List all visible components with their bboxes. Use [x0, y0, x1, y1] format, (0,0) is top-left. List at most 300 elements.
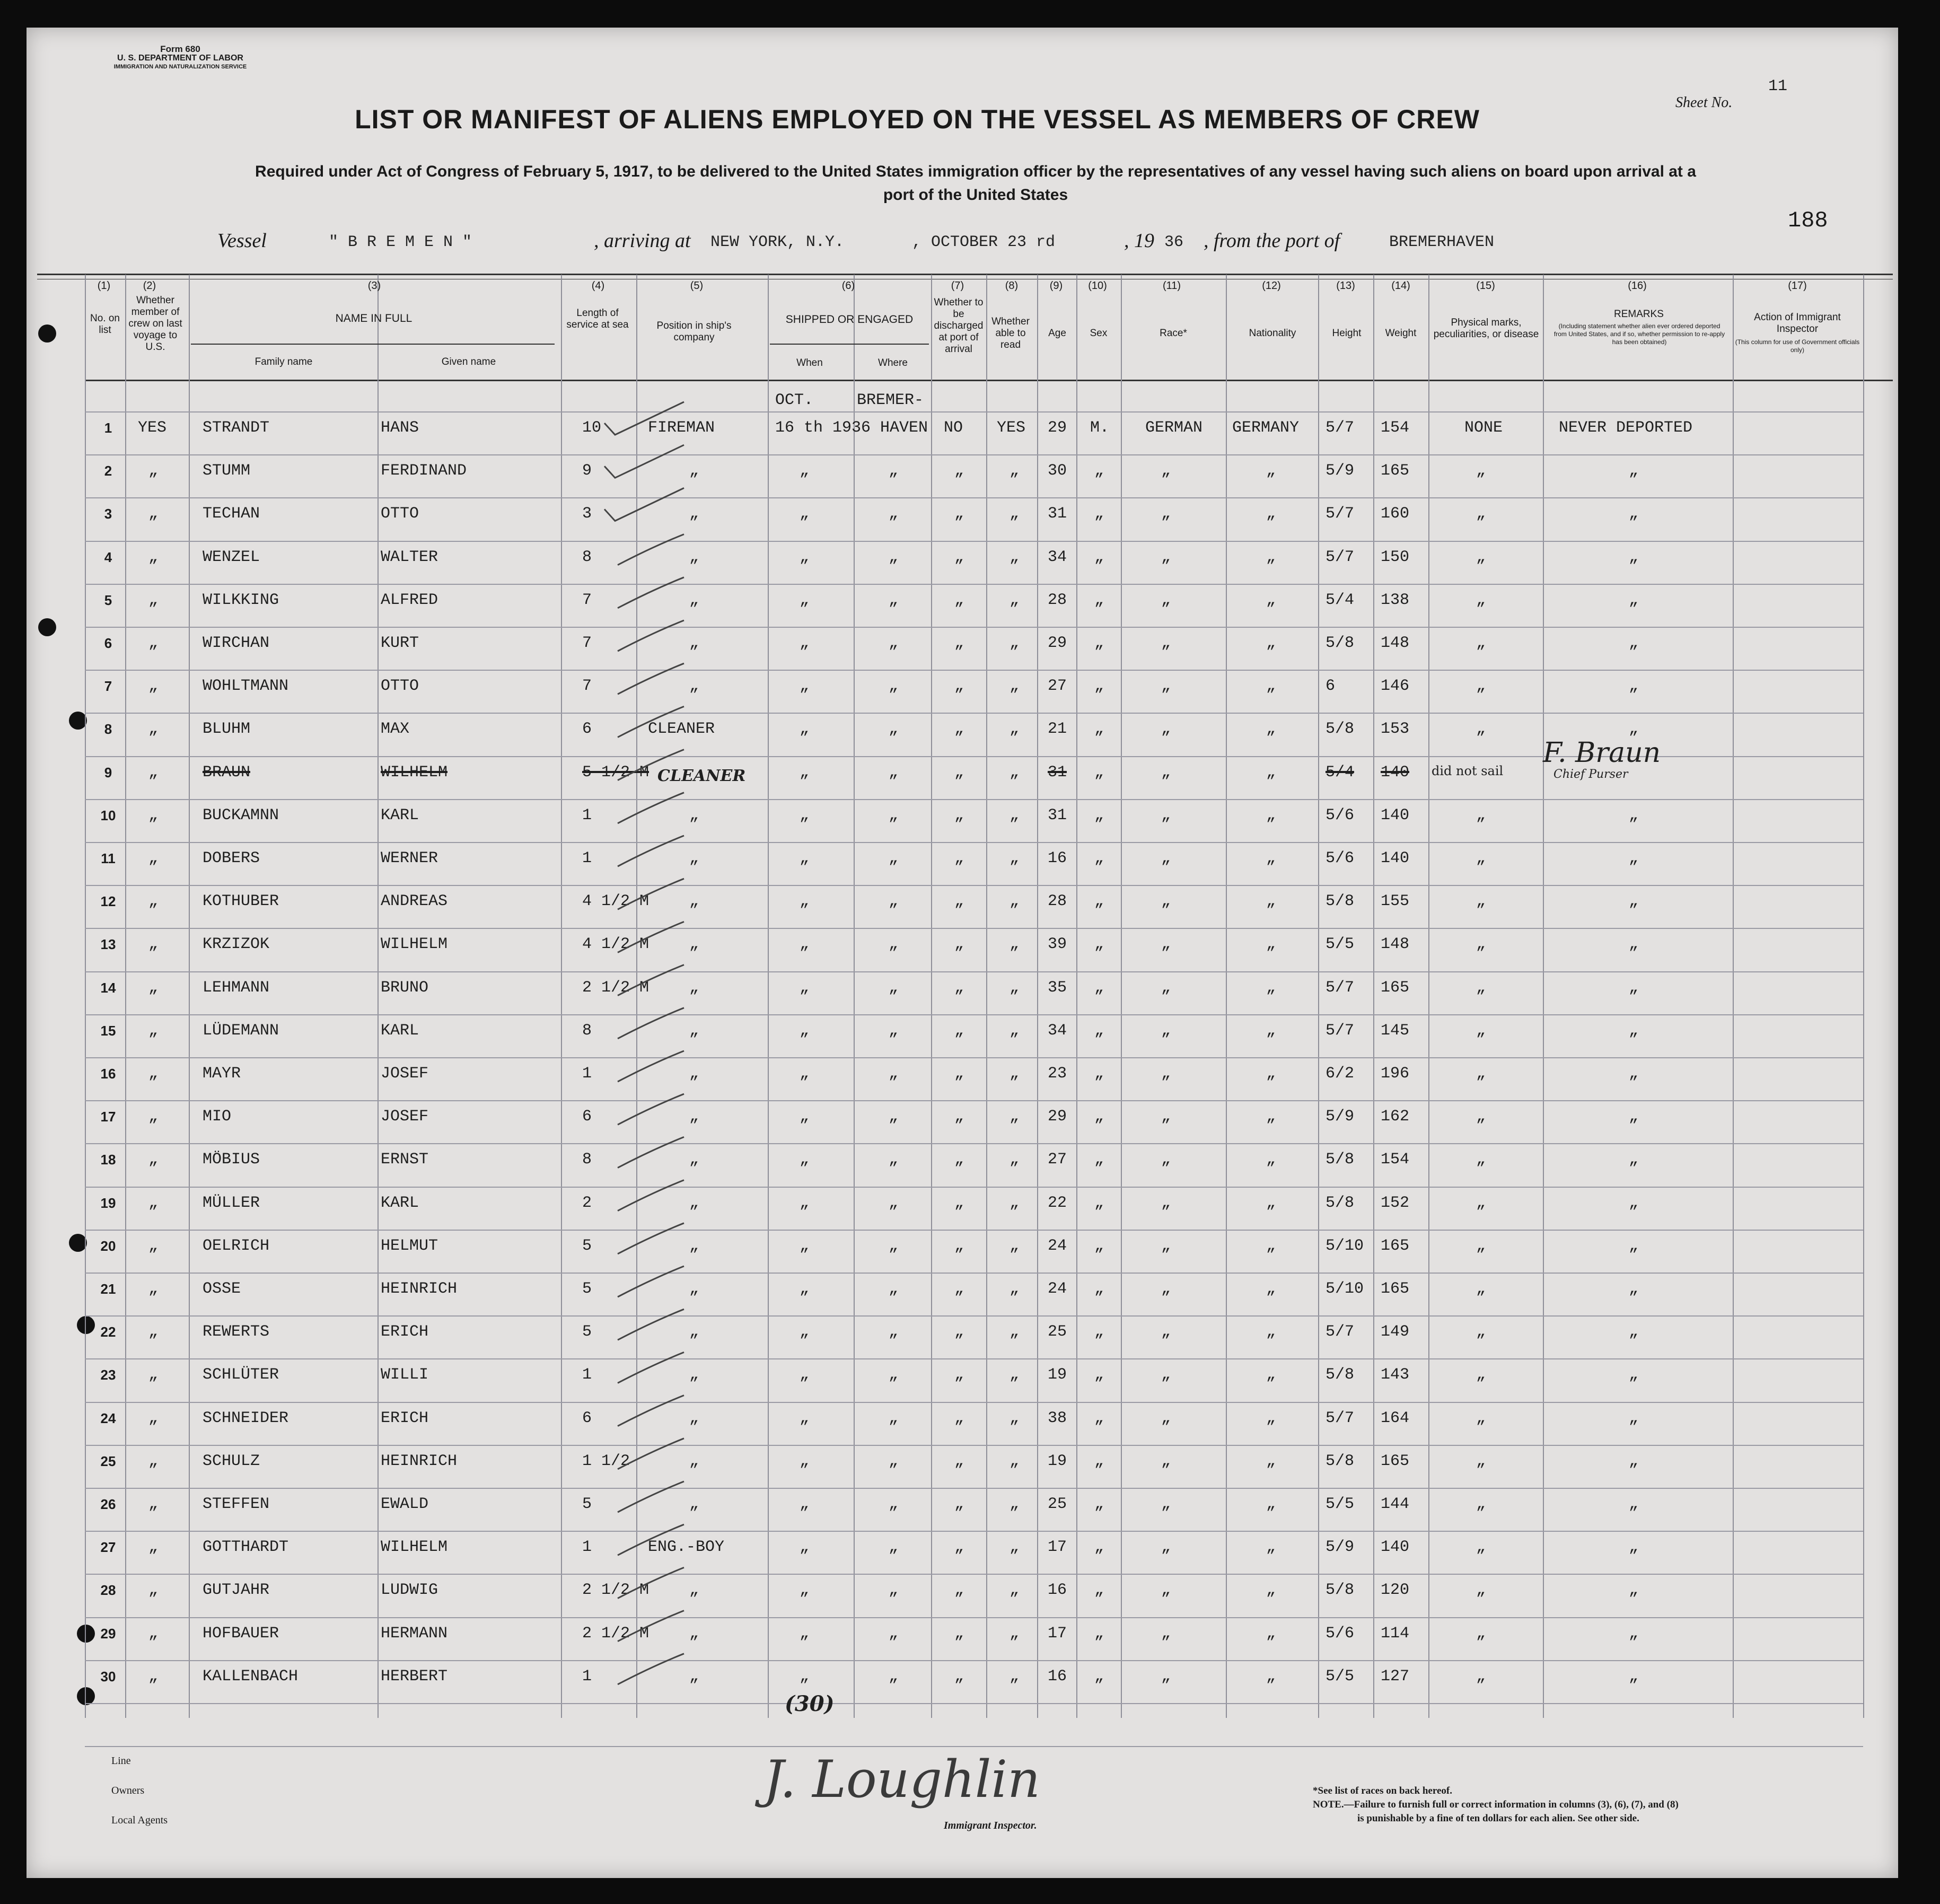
cell-where: „ — [889, 720, 899, 738]
cell-race: „ — [1161, 1194, 1171, 1212]
cell-where: „ — [889, 677, 899, 695]
cell-height: 5/7 — [1325, 548, 1355, 566]
cell-sex: „ — [1094, 1108, 1104, 1126]
cell-discharged: „ — [954, 1625, 964, 1643]
vessel-name: " B R E M E N " — [329, 233, 472, 251]
cell-given-name: KARL — [381, 1022, 419, 1040]
cell-given-name: KARL — [381, 806, 419, 824]
cell-length-service: 6 — [582, 1409, 592, 1427]
cell-nationality: „ — [1266, 1452, 1276, 1470]
cell-prev-voyage: „ — [148, 979, 159, 997]
cell-prev-voyage: „ — [148, 1108, 159, 1126]
cell-given-name: ERNST — [381, 1151, 429, 1169]
row-number: 15 — [100, 1023, 116, 1039]
cell-able-read: „ — [1009, 1538, 1020, 1556]
row-number: 26 — [100, 1496, 116, 1512]
row-number: 27 — [100, 1539, 116, 1555]
cell-weight: 145 — [1381, 1022, 1410, 1040]
cell-length-service: 1 — [582, 849, 592, 867]
check-mark — [604, 445, 684, 478]
header-given-name: Given name — [441, 356, 496, 367]
cell-physical-marks: „ — [1476, 1194, 1486, 1212]
cell-weight: 120 — [1381, 1581, 1410, 1599]
cell-weight: 154 — [1381, 419, 1410, 437]
column-number: (14) — [1391, 280, 1410, 292]
cell-age: 24 — [1048, 1237, 1067, 1255]
cell-age: 35 — [1048, 979, 1067, 997]
footer-agents-label: Local Agents — [111, 1814, 168, 1826]
cell-race: „ — [1161, 677, 1171, 695]
cell-race: „ — [1161, 1022, 1171, 1040]
cell-weight: 140 — [1381, 764, 1410, 782]
cell-height: 5/7 — [1325, 1323, 1355, 1341]
cell-race: „ — [1161, 634, 1171, 652]
cell-able-read: „ — [1009, 634, 1020, 652]
cell-length-service: 4 1/2 M — [582, 935, 649, 953]
cell-position: „ — [689, 1151, 699, 1169]
column-number: (17) — [1788, 280, 1807, 292]
cell-weight: 148 — [1381, 634, 1410, 652]
cell-prev-voyage: „ — [148, 1366, 159, 1384]
header-physical-marks: Physical marks, peculiarities, or disease — [1433, 317, 1539, 340]
cell-race: „ — [1161, 1065, 1171, 1083]
row-number: 7 — [104, 678, 112, 694]
cell-when: „ — [800, 1022, 810, 1040]
cell-physical-marks: „ — [1476, 1237, 1486, 1255]
cell-able-read: „ — [1009, 979, 1020, 997]
cell-age: 27 — [1048, 677, 1067, 695]
cell-when: „ — [800, 548, 810, 566]
cell-position: „ — [689, 1065, 699, 1083]
column-number: (3) — [367, 280, 381, 292]
cell-length-service: 2 1/2 M — [582, 1581, 649, 1599]
cell-race: „ — [1161, 1366, 1171, 1384]
cell-able-read: „ — [1009, 1280, 1020, 1298]
row-number: 28 — [100, 1582, 116, 1598]
cell-family-name: MÜLLER — [203, 1194, 260, 1212]
cell-height: 5/7 — [1325, 1022, 1355, 1040]
cell-where: „ — [889, 505, 899, 523]
cell-discharged: „ — [954, 591, 964, 609]
cell-position: CLEANER — [648, 720, 715, 738]
cell-height: 5/7 — [1325, 1409, 1355, 1427]
cell-family-name: GUTJAHR — [203, 1581, 270, 1599]
cell-length-service: 5 — [582, 1280, 592, 1298]
check-mark — [618, 534, 684, 565]
row-number: 14 — [100, 980, 116, 996]
cell-race: „ — [1161, 1237, 1171, 1255]
cell-sex: „ — [1094, 1452, 1104, 1470]
cell-given-name: JOSEF — [381, 1065, 429, 1083]
column-number: (11) — [1162, 280, 1181, 292]
cell-age: 21 — [1048, 720, 1067, 738]
cell-remarks: „ — [1629, 1495, 1639, 1513]
cell-able-read: „ — [1009, 806, 1020, 824]
cell-remarks: „ — [1629, 1194, 1639, 1212]
cell-able-read: „ — [1009, 1668, 1020, 1686]
cell-able-read: „ — [1009, 1065, 1020, 1083]
cell-age: 38 — [1048, 1409, 1067, 1427]
cell-race: „ — [1161, 591, 1171, 609]
cell-height: 5/5 — [1325, 935, 1355, 953]
cell-position: „ — [689, 1108, 699, 1126]
cell-given-name: HEINRICH — [381, 1280, 458, 1298]
cell-when: „ — [800, 979, 810, 997]
cell-where: „ — [889, 1194, 899, 1212]
cell-length-service: 7 — [582, 591, 592, 609]
cell-position: „ — [689, 1668, 699, 1686]
cell-remarks: „ — [1629, 1625, 1639, 1643]
purser-signature: F. Braun — [1543, 737, 1661, 769]
check-mark — [618, 965, 684, 996]
cell-weight: 140 — [1381, 1538, 1410, 1556]
cell-age: 16 — [1048, 849, 1067, 867]
cell-family-name: DOBERS — [203, 849, 260, 867]
cell-where: „ — [889, 591, 899, 609]
cell-when: „ — [800, 1108, 810, 1126]
header-nationality: Nationality — [1249, 328, 1296, 339]
cell-height: 5/4 — [1325, 764, 1355, 782]
column-number: (6) — [841, 280, 855, 292]
cell-height: 5/10 — [1325, 1237, 1364, 1255]
cell-prev-voyage: „ — [148, 505, 159, 523]
cell-height: 5/8 — [1325, 892, 1355, 910]
cell-length-service: 7 — [582, 677, 592, 695]
cell-race: „ — [1161, 720, 1171, 738]
check-mark — [618, 1654, 684, 1684]
cell-age: 22 — [1048, 1194, 1067, 1212]
cell-given-name: HANS — [381, 419, 419, 437]
cell-length-service: 6 — [582, 1108, 592, 1126]
cell-race: GERMAN — [1145, 419, 1203, 437]
cell-where: „ — [889, 892, 899, 910]
year-suffix: 36 — [1164, 233, 1184, 251]
cell-family-name: GOTTHARDT — [203, 1538, 289, 1556]
cell-family-name: OELRICH — [203, 1237, 270, 1255]
cell-weight: 154 — [1381, 1151, 1410, 1169]
cell-age: 29 — [1048, 634, 1067, 652]
cell-given-name: KARL — [381, 1194, 419, 1212]
sheet-number: 11 — [1768, 77, 1788, 95]
cell-prev-voyage: „ — [148, 1022, 159, 1040]
cell-discharged: „ — [954, 979, 964, 997]
cell-nationality: „ — [1266, 806, 1276, 824]
cell-where: „ — [889, 1366, 899, 1384]
arriving-label: , arriving at — [594, 230, 691, 252]
cell-remarks: „ — [1629, 634, 1639, 652]
cell-where: „ — [889, 1323, 899, 1341]
cell-physical-marks: „ — [1476, 935, 1486, 953]
cell-height: 5/6 — [1325, 1625, 1355, 1643]
header-sex: Sex — [1090, 328, 1108, 339]
cell-where: „ — [889, 806, 899, 824]
cell-given-name: JOSEF — [381, 1108, 429, 1126]
check-mark — [618, 793, 684, 823]
cell-height: 5/8 — [1325, 1366, 1355, 1384]
cell-prev-voyage: „ — [148, 1409, 159, 1427]
cell-physical-marks: did not sail — [1432, 764, 1504, 778]
cell-position: „ — [689, 591, 699, 609]
cell-given-name: ERICH — [381, 1323, 429, 1341]
note-failure: NOTE.—Failure to furnish full or correct information in columns (3), (6), (7), and (8) — [1313, 1799, 1679, 1810]
subtitle-line-2: port of the United States — [883, 186, 1068, 204]
cell-given-name: WALTER — [381, 548, 438, 566]
cell-discharged: „ — [954, 1237, 964, 1255]
cell-where: „ — [889, 1151, 899, 1169]
cell-where: „ — [889, 1538, 899, 1556]
cell-remarks: „ — [1629, 1538, 1639, 1556]
cell-prev-voyage: „ — [148, 1581, 159, 1599]
cell-prev-voyage: „ — [148, 935, 159, 953]
cell-age: 17 — [1048, 1538, 1067, 1556]
cell-remarks: „ — [1629, 806, 1639, 824]
cell-nationality: „ — [1266, 892, 1276, 910]
cell-age: 34 — [1048, 548, 1067, 566]
cell-when: „ — [800, 720, 810, 738]
header-position: Position in ship's company — [656, 320, 732, 343]
cell-height: 5/7 — [1325, 979, 1355, 997]
cell-discharged: „ — [954, 1022, 964, 1040]
cell-nationality: „ — [1266, 1194, 1276, 1212]
cell-when: „ — [800, 1625, 810, 1643]
cell-physical-marks: „ — [1476, 1625, 1486, 1643]
cell-remarks: „ — [1629, 1108, 1639, 1126]
cell-race: „ — [1161, 1625, 1171, 1643]
department: U. S. DEPARTMENT OF LABOR — [117, 54, 243, 63]
row-number: 21 — [100, 1281, 116, 1297]
cell-race: „ — [1161, 462, 1171, 480]
cell-family-name: MIO — [203, 1108, 232, 1126]
cell-race: „ — [1161, 1280, 1171, 1298]
column-number: (1) — [97, 280, 111, 292]
cell-position: „ — [689, 1323, 699, 1341]
cell-length-service: 10 — [582, 419, 602, 437]
cell-discharged: „ — [954, 1151, 964, 1169]
cell-remarks: „ — [1629, 677, 1639, 695]
row-number: 3 — [104, 506, 112, 522]
cell-able-read: „ — [1009, 1366, 1020, 1384]
header-when: When — [796, 357, 823, 368]
cell-length-service: 1 — [582, 1668, 592, 1686]
cell-position: „ — [689, 1280, 699, 1298]
cell-age: 34 — [1048, 1022, 1067, 1040]
cell-position: „ — [689, 892, 699, 910]
cell-able-read: „ — [1009, 677, 1020, 695]
cell-race: „ — [1161, 1108, 1171, 1126]
cell-weight: 162 — [1381, 1108, 1410, 1126]
cell-length-service: 7 — [582, 634, 592, 652]
cell-height: 5/9 — [1325, 1108, 1355, 1126]
cell-weight: 114 — [1381, 1625, 1410, 1643]
cell-sex: „ — [1094, 1409, 1104, 1427]
cell-prev-voyage: „ — [148, 1280, 159, 1298]
cell-prev-voyage: „ — [148, 806, 159, 824]
cell-prev-voyage: „ — [148, 1538, 159, 1556]
row-number: 11 — [101, 850, 116, 866]
cell-sex: „ — [1094, 849, 1104, 867]
cell-sex: „ — [1094, 1538, 1104, 1556]
cell-race: „ — [1161, 1581, 1171, 1599]
cell-given-name: WILHELM — [381, 935, 448, 953]
cell-remarks: „ — [1629, 1452, 1639, 1470]
check-mark — [618, 1137, 684, 1168]
cell-given-name: EWALD — [381, 1495, 429, 1513]
cell-position: „ — [689, 935, 699, 953]
cell-physical-marks: „ — [1476, 1538, 1486, 1556]
cell-remarks: „ — [1629, 849, 1639, 867]
header-remarks: REMARKS — [1614, 309, 1664, 320]
header-able-read: Whether able to read — [991, 316, 1030, 350]
cell-sex: „ — [1094, 1151, 1104, 1169]
header-prev-voyage: Whether member of crew on last voyage to U.S. — [128, 295, 182, 353]
cell-weight: 165 — [1381, 1280, 1410, 1298]
check-mark — [618, 577, 684, 608]
cell-race: „ — [1161, 849, 1171, 867]
cell-family-name: WIRCHAN — [203, 634, 270, 652]
cell-where: „ — [889, 1625, 899, 1643]
cell-weight: 153 — [1381, 720, 1410, 738]
cell-when: „ — [800, 892, 810, 910]
row-number: 19 — [100, 1195, 116, 1211]
cell-remarks: „ — [1629, 1022, 1639, 1040]
cell-discharged: „ — [954, 1668, 964, 1686]
cell-when: „ — [800, 1495, 810, 1513]
cell-physical-marks: „ — [1476, 1280, 1486, 1298]
cell-position: ENG.-BOY — [648, 1538, 725, 1556]
cell-able-read: „ — [1009, 1495, 1020, 1513]
cell-age: 17 — [1048, 1625, 1067, 1643]
cell-nationality: „ — [1266, 1065, 1276, 1083]
cell-family-name: KALLENBACH — [203, 1668, 299, 1686]
cell-length-service: 5 — [582, 1237, 592, 1255]
note-fine: is punishable by a fine of ten dollars for each alien. See other side. — [1357, 1813, 1639, 1824]
note-races: *See list of races on back hereof. — [1313, 1785, 1452, 1796]
cell-age: 25 — [1048, 1323, 1067, 1341]
cell-age: 28 — [1048, 892, 1067, 910]
cell-prev-voyage: „ — [148, 892, 159, 910]
cell-nationality: „ — [1266, 1625, 1276, 1643]
cell-prev-voyage: „ — [148, 462, 159, 480]
cell-sex: „ — [1094, 591, 1104, 609]
cell-sex: „ — [1094, 1366, 1104, 1384]
header-discharged: Whether to be discharged at port of arrival — [934, 297, 984, 355]
cell-family-name: WOHLTMANN — [203, 677, 289, 695]
subtitle-line-1: Required under Act of Congress of February 5, 1917, to be delivered to the United States immigration officer by the representatives of any vessel having such aliens on board upon arrival at a — [255, 163, 1696, 180]
cell-height: 6 — [1325, 677, 1336, 695]
cell-able-read: „ — [1009, 1194, 1020, 1212]
cell-discharged: „ — [954, 1452, 964, 1470]
cell-nationality: „ — [1266, 849, 1276, 867]
cell-when: „ — [800, 1151, 810, 1169]
cell-nationality: „ — [1266, 935, 1276, 953]
cell-discharged: „ — [954, 1495, 964, 1513]
cell-discharged: „ — [954, 764, 964, 782]
cell-height: 5/6 — [1325, 806, 1355, 824]
check-mark — [618, 1223, 684, 1254]
cell-remarks: „ — [1629, 1237, 1639, 1255]
cell-remarks: „ — [1629, 1065, 1639, 1083]
header-height: Height — [1332, 328, 1362, 339]
cell-length-service: 2 1/2 M — [582, 979, 649, 997]
cell-length-service: 5 — [582, 1323, 592, 1341]
cell-where: „ — [889, 1452, 899, 1470]
cell-prev-voyage: „ — [148, 1452, 159, 1470]
cell-discharged: „ — [954, 1581, 964, 1599]
cell-race: „ — [1161, 1495, 1171, 1513]
cell-height: 5/8 — [1325, 1194, 1355, 1212]
cell-weight: 127 — [1381, 1668, 1410, 1686]
cell-sex: „ — [1094, 806, 1104, 824]
page-title: LIST OR MANIFEST OF ALIENS EMPLOYED ON THE VESSEL AS MEMBERS OF CREW — [355, 104, 1480, 134]
row-number: 18 — [100, 1152, 116, 1168]
column-number: (9) — [1049, 280, 1063, 292]
cell-prev-voyage: „ — [148, 677, 159, 695]
cell-where: „ — [889, 1108, 899, 1126]
cell-discharged: „ — [954, 677, 964, 695]
cell-able-read: „ — [1009, 548, 1020, 566]
cell-where: „ — [889, 1022, 899, 1040]
cell-physical-marks: „ — [1476, 806, 1486, 824]
inspector-label: Immigrant Inspector. — [944, 1820, 1037, 1831]
cell-position: „ — [689, 1022, 699, 1040]
cell-weight: 146 — [1381, 677, 1410, 695]
cell-family-name: MÖBIUS — [203, 1151, 260, 1169]
cell-nationality: „ — [1266, 1237, 1276, 1255]
service-name: IMMIGRATION AND NATURALIZATION SERVICE — [113, 64, 247, 70]
cell-weight: 138 — [1381, 591, 1410, 609]
cell-remarks: „ — [1629, 1409, 1639, 1427]
cell-length-service: 5 1/2 M — [582, 764, 649, 782]
cell-height: 5/9 — [1325, 1538, 1355, 1556]
cell-position: „ — [689, 634, 699, 652]
row-number: 29 — [100, 1626, 116, 1642]
cell-discharged: „ — [954, 1194, 964, 1212]
cell-prev-voyage: „ — [148, 1065, 159, 1083]
column-number: (5) — [690, 280, 704, 292]
row-number: 30 — [100, 1669, 116, 1684]
row-number: 8 — [104, 721, 112, 737]
cell-remarks: „ — [1629, 1668, 1639, 1686]
column-number: (12) — [1262, 280, 1281, 292]
cell-sex: „ — [1094, 892, 1104, 910]
arrival-port: NEW YORK, N.Y. — [710, 233, 845, 251]
check-mark — [618, 836, 684, 866]
cell-physical-marks: „ — [1476, 677, 1486, 695]
cell-race: „ — [1161, 1452, 1171, 1470]
cell-able-read: „ — [1009, 1151, 1020, 1169]
vessel-label: Vessel — [217, 230, 267, 252]
cell-weight: 149 — [1381, 1323, 1410, 1341]
cell-age: 29 — [1048, 1108, 1067, 1126]
check-mark — [604, 488, 684, 521]
cell-given-name: ANDREAS — [381, 892, 448, 910]
cell-physical-marks: „ — [1476, 1495, 1486, 1513]
header-length-service: Length of service at sea — [566, 308, 629, 330]
cell-remarks: „ — [1629, 935, 1639, 953]
cell-physical-marks: „ — [1476, 1366, 1486, 1384]
header-inspector-action: Action of Immigrant Inspector — [1754, 312, 1841, 335]
cell-race: „ — [1161, 892, 1171, 910]
cell-family-name: SCHULZ — [203, 1452, 260, 1470]
cell-discharged: „ — [954, 935, 964, 953]
cell-given-name: HELMUT — [381, 1237, 438, 1255]
cell-position: „ — [689, 806, 699, 824]
cell-position: „ — [689, 1495, 699, 1513]
cell-nationality: „ — [1266, 1668, 1276, 1686]
cell-physical-marks: „ — [1476, 1323, 1486, 1341]
column-number: (15) — [1476, 280, 1495, 292]
cell-family-name: TECHAN — [203, 505, 260, 523]
